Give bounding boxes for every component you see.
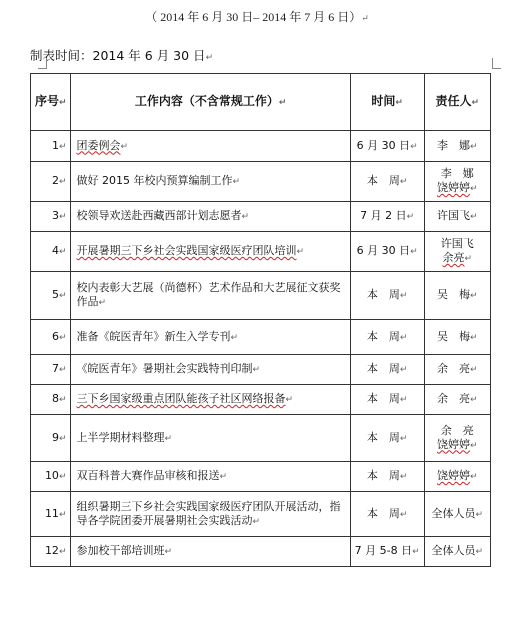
- cell-no-text: 7: [51, 362, 59, 375]
- table-row: [31, 131, 491, 162]
- paragraph-mark-icon: ↵: [58, 141, 67, 152]
- cell-responsible: [424, 320, 490, 355]
- col-header-task: 工作内容（不含常规工作）↵: [71, 74, 350, 131]
- cell-time: [350, 492, 424, 537]
- cell-task-text: 开展暑期三下乡社会实践国家级医疗团队培训: [76, 244, 297, 257]
- paragraph-mark-icon: ↵: [399, 395, 408, 405]
- cell-task-text: 双百科普大赛作品审核和报送: [76, 469, 220, 482]
- cell-no: [31, 131, 71, 162]
- cell-time: [350, 355, 424, 385]
- cell-time-text: 本 周: [366, 174, 400, 187]
- paragraph-mark-icon: ↵: [361, 13, 369, 23]
- paragraph-mark-icon: ↵: [469, 365, 478, 375]
- cell-no-text: 10: [44, 469, 59, 482]
- paragraph-mark-icon: ↵: [58, 291, 67, 301]
- cell-task: [71, 202, 350, 232]
- cell-time: [350, 415, 424, 462]
- paragraph-mark-icon: ↵: [399, 332, 408, 343]
- paragraph-mark-icon: ↵: [399, 509, 408, 520]
- col-header-time: 时间↵: [350, 74, 424, 131]
- cell-no-text: 11: [44, 506, 59, 520]
- paragraph-mark-icon: ↵: [164, 547, 173, 557]
- paragraph-mark-icon: ↵: [98, 298, 107, 308]
- made-time-value: 2014 年 6 月 30 日: [92, 48, 206, 63]
- paragraph-mark-icon: ↵: [469, 184, 478, 194]
- paragraph-mark-icon: ↵: [412, 547, 420, 557]
- cell-responsible: [424, 355, 490, 385]
- table-row: [31, 232, 491, 272]
- date-range-heading: [0, 9, 514, 26]
- made-time-label: 制表时间：: [30, 48, 93, 63]
- cell-responsible-text: 许国飞: [440, 237, 474, 250]
- paragraph-mark-icon: ↵: [410, 141, 418, 152]
- cell-responsible-text: 吴 梅: [436, 288, 470, 301]
- paragraph-mark-icon: ↵: [58, 212, 67, 222]
- cell-responsible-text: 饶婷婷: [436, 181, 470, 194]
- cell-task-text: 校领导欢送赴西藏西部计划志愿者: [76, 209, 242, 222]
- table-row: [31, 202, 491, 232]
- cell-no: [31, 415, 71, 462]
- table-row: [31, 320, 491, 355]
- table-row: [31, 355, 491, 385]
- page-corner-mark: [38, 58, 47, 69]
- cell-no: [31, 492, 71, 537]
- paragraph-mark-icon: ↵: [469, 472, 478, 482]
- cell-responsible: [424, 162, 490, 202]
- paragraph-mark-icon: ↵: [252, 516, 261, 527]
- paragraph-mark-icon: ↵: [58, 472, 67, 482]
- cell-time: [350, 232, 424, 272]
- cell-responsible: [424, 202, 490, 232]
- table-row: [31, 385, 491, 415]
- paragraph-mark-icon: ↵: [252, 365, 261, 375]
- paragraph-mark-icon: ↵: [399, 177, 408, 187]
- paragraph-mark-icon: ↵: [58, 509, 67, 520]
- cell-time: [350, 462, 424, 492]
- table-row: [31, 492, 491, 537]
- cell-no-text: 5: [51, 288, 59, 301]
- cell-time-text: 本 周: [366, 469, 400, 482]
- paragraph-mark-icon: ↵: [164, 433, 173, 444]
- paragraph-mark-icon: ↵: [469, 332, 478, 343]
- cell-responsible-text: 饶婷婷: [436, 469, 470, 482]
- cell-no: [31, 385, 71, 415]
- cell-no: [31, 232, 71, 272]
- made-time-line: [30, 48, 213, 66]
- paragraph-mark-icon: ↵: [296, 247, 305, 257]
- cell-time-text: 本 周: [366, 288, 400, 301]
- paragraph-mark-icon: ↵: [469, 395, 478, 405]
- cell-responsible-text: 李 娜: [440, 167, 474, 180]
- cell-time: [350, 272, 424, 320]
- cell-no-text: 6: [51, 329, 59, 343]
- cell-task: [71, 131, 350, 162]
- cell-task: [71, 162, 350, 202]
- paragraph-mark-icon: ↵: [241, 212, 250, 222]
- cell-no: [31, 162, 71, 202]
- cell-task-text: 上半学期材料整理: [76, 430, 165, 444]
- cell-no: [31, 272, 71, 320]
- cell-task-text: 三下乡国家级重点团队能孩子社区网络报备: [76, 392, 286, 405]
- page-corner-mark: [492, 58, 501, 69]
- cell-task: [71, 320, 350, 355]
- cell-responsible: [424, 415, 490, 462]
- cell-responsible: [424, 232, 490, 272]
- cell-responsible-text: 余亮: [442, 251, 465, 264]
- cell-responsible: [424, 537, 490, 567]
- paragraph-mark-icon: ↵: [464, 254, 473, 264]
- cell-task-text: 校内表彰大艺展（尚德杯）艺术作品和大艺展征文获奖作品: [76, 281, 341, 308]
- col-header-no: 序号↵: [31, 74, 71, 131]
- table-row: [31, 272, 491, 320]
- paragraph-mark-icon: ↵: [410, 247, 418, 257]
- cell-no: [31, 462, 71, 492]
- cell-time-text: 7 月 5-8 日: [354, 544, 413, 557]
- cell-responsible-text: 许国飞: [436, 209, 470, 222]
- paragraph-mark-icon: ↵: [230, 332, 239, 343]
- cell-responsible-text: 饶婷婷: [436, 437, 470, 451]
- cell-task: [71, 492, 350, 537]
- paragraph-mark-icon: ↵: [219, 472, 228, 482]
- cell-responsible: [424, 272, 490, 320]
- cell-time-text: 本 周: [366, 362, 400, 375]
- cell-no: [31, 355, 71, 385]
- cell-no-text: 9: [51, 430, 59, 444]
- paragraph-mark-icon: ↵: [58, 365, 67, 375]
- paragraph-mark-icon: ↵: [285, 395, 294, 405]
- schedule-table: [30, 73, 491, 567]
- cell-time-text: 本 周: [366, 430, 400, 444]
- cell-task-text: 组织暑期三下乡社会实践国家级医疗团队开展活动，指导各学院团委开展暑期社会实践活动: [76, 499, 341, 527]
- cell-no: [31, 537, 71, 567]
- table-row: [31, 162, 491, 202]
- cell-time: [350, 320, 424, 355]
- cell-time: [350, 537, 424, 567]
- cell-task: [71, 415, 350, 462]
- cell-task: [71, 462, 350, 492]
- paragraph-mark-icon: ↵: [58, 177, 67, 187]
- paragraph-mark-icon: ↵: [399, 433, 408, 444]
- table-body: [31, 131, 491, 567]
- cell-time: [350, 202, 424, 232]
- paragraph-mark-icon: ↵: [399, 365, 408, 375]
- cell-no: [31, 320, 71, 355]
- cell-time-text: 本 周: [366, 506, 400, 520]
- cell-time: [350, 385, 424, 415]
- paragraph-mark-icon: ↵: [469, 141, 478, 152]
- cell-responsible-text: 吴 梅: [436, 329, 470, 343]
- paragraph-mark-icon: ↵: [58, 395, 67, 405]
- date-range-text: （ 2014 年 6 月 30 日– 2014 年 7 月 6 日）: [145, 10, 362, 24]
- cell-responsible-text: 余 亮: [436, 362, 470, 375]
- cell-time: [350, 131, 424, 162]
- cell-time-text: 6 月 30 日: [356, 244, 411, 257]
- cell-responsible-text: 全体人员: [431, 544, 476, 557]
- cell-no-text: 1: [51, 138, 59, 152]
- cell-responsible: [424, 385, 490, 415]
- paragraph-mark-icon: ↵: [399, 472, 408, 482]
- paragraph-mark-icon: ↵: [58, 433, 67, 444]
- cell-responsible-text: 余 亮: [440, 423, 474, 437]
- paragraph-mark-icon: ↵: [469, 291, 478, 301]
- paragraph-mark-icon: ↵: [232, 177, 241, 187]
- table-header-row: [31, 74, 491, 131]
- cell-no-text: 12: [44, 544, 59, 557]
- paragraph-mark-icon: ↵: [58, 332, 67, 343]
- cell-time-text: 6 月 30 日: [356, 138, 411, 152]
- cell-task: [71, 537, 350, 567]
- cell-responsible: [424, 462, 490, 492]
- paragraph-mark-icon: ↵: [475, 547, 484, 557]
- cell-task: [71, 385, 350, 415]
- cell-responsible-text: 全体人员: [431, 506, 476, 520]
- table-row: [31, 462, 491, 492]
- table-row: [31, 537, 491, 567]
- paragraph-mark-icon: ↵: [475, 509, 484, 520]
- cell-no-text: 3: [51, 209, 59, 222]
- cell-no-text: 2: [51, 174, 59, 187]
- cell-task: [71, 232, 350, 272]
- col-header-responsible: 责任人↵: [424, 74, 490, 131]
- paragraph-mark-icon: ↵: [406, 212, 415, 222]
- paragraph-mark-icon: ↵: [469, 440, 478, 451]
- cell-time-text: 7 月 2 日: [360, 209, 407, 222]
- cell-task-text: 做好 2015 年校内预算编制工作: [76, 174, 233, 187]
- cell-task-text: 准备《皖医青年》新生入学专刊: [76, 329, 231, 343]
- cell-no-text: 8: [51, 392, 59, 405]
- cell-responsible-text: 余 亮: [436, 392, 470, 405]
- cell-time: [350, 162, 424, 202]
- paragraph-mark-icon: ↵: [58, 547, 67, 557]
- paragraph-mark-icon: ↵: [58, 247, 67, 257]
- cell-no: [31, 202, 71, 232]
- table-row: [31, 415, 491, 462]
- cell-task: [71, 355, 350, 385]
- cell-time-text: 本 周: [366, 329, 400, 343]
- cell-task-text: 《皖医青年》暑期社会实践特刊印制: [76, 362, 253, 375]
- cell-task-text: 团委例会: [76, 138, 121, 152]
- cell-time-text: 本 周: [366, 392, 400, 405]
- paragraph-mark-icon: ↵: [120, 141, 129, 152]
- paragraph-mark-icon: ↵: [469, 212, 478, 222]
- cell-no-text: 4: [51, 244, 59, 257]
- cell-task: [71, 272, 350, 320]
- paragraph-mark-icon: ↵: [205, 53, 214, 63]
- cell-responsible: [424, 492, 490, 537]
- cell-responsible: [424, 131, 490, 162]
- cell-responsible-text: 李 娜: [436, 138, 470, 152]
- paragraph-mark-icon: ↵: [399, 291, 408, 301]
- cell-task-text: 参加校干部培训班: [76, 544, 165, 557]
